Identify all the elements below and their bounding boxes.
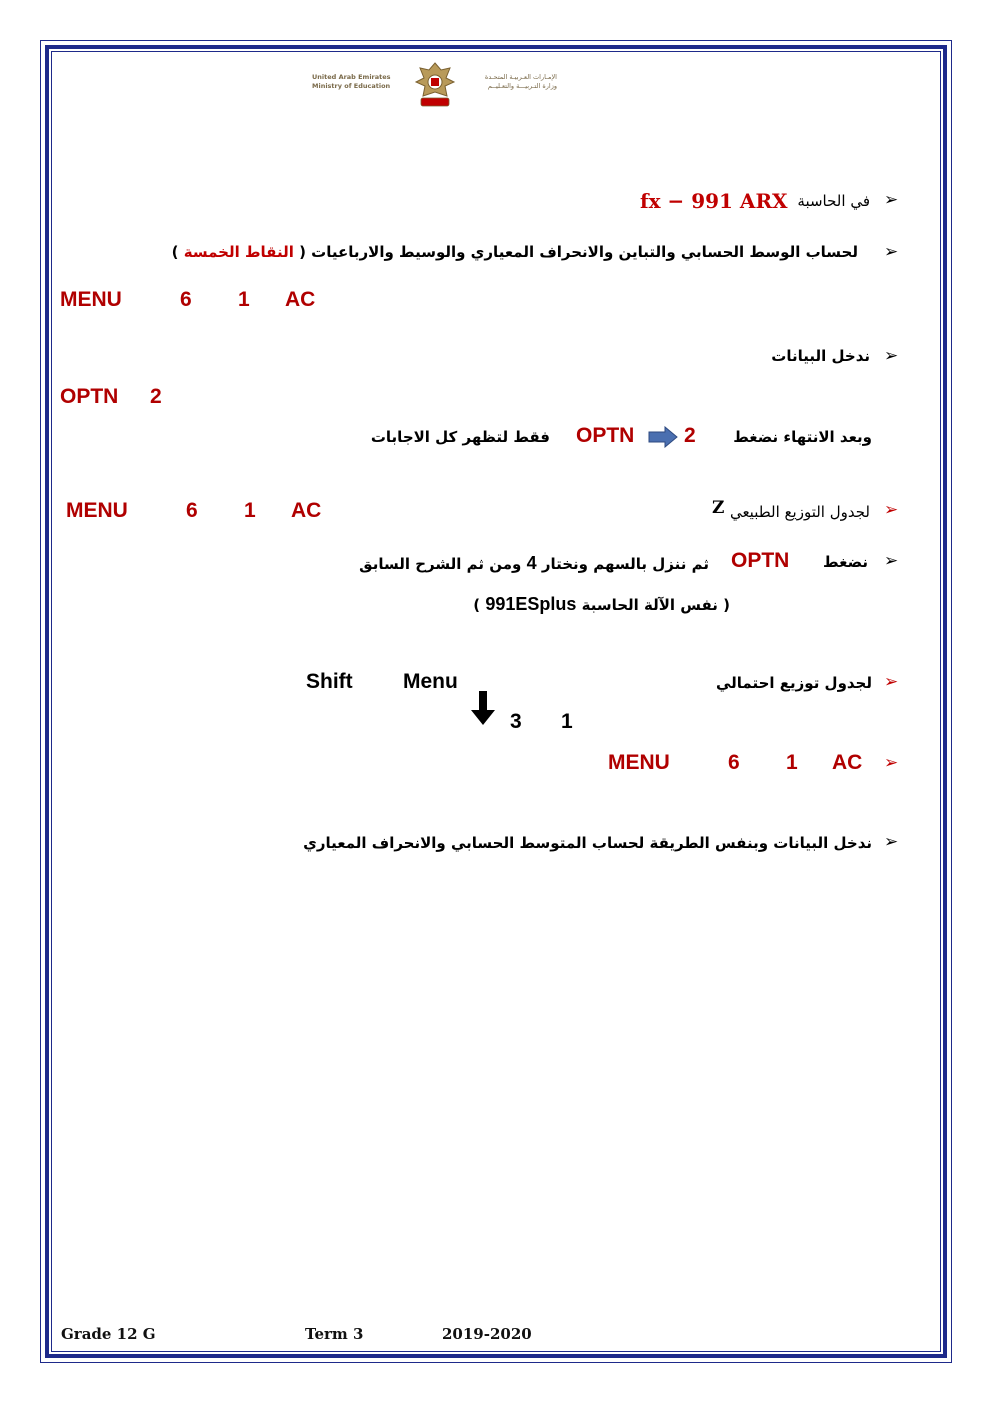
five-points-text: النقاط الخمسة [183,243,294,261]
press-key-optn: OPTN [731,549,790,572]
press-text: نضغط [823,553,868,571]
key-menu-black: Menu [403,670,458,693]
after-end-text: وبعد الانتهاء نضغط [733,428,872,446]
bullet-arrow-icon: ➢ [884,753,899,773]
press-tail-text [359,553,709,574]
bullet-arrow-icon: ➢ [884,190,899,210]
press-tail: ثم ننزل بالسهم ونختار [541,555,709,573]
logo-english [312,73,391,91]
same-calc-close: ) [473,596,481,614]
key-ac: AC [291,499,322,522]
key-menu: MENU [608,751,670,774]
key-6: 6 [180,288,192,311]
key-1-black: 1 [561,710,573,733]
after-key-2: 2 [684,424,696,447]
press-num: 4 [526,553,537,573]
calc-model: fx − 991 ARX [640,189,788,213]
ministry-logo [308,60,563,116]
key-menu: MENU [66,499,128,522]
uae-emblem-icon [412,60,458,112]
enter-same-text: ندخل البيانات وبنفس الطريقة لحساب المتوسط الحسابي والانحراف المعياري [303,834,872,852]
key-optn: OPTN [60,385,119,408]
down-arrow-icon [470,690,496,726]
enter-data-text: ندخل البيانات [771,347,870,365]
footer-grade: Grade 12 G [61,1325,156,1343]
footer-term: Term 3 [305,1325,364,1343]
key-1: 1 [786,751,798,774]
calc-label: في الحاسبة [797,192,870,210]
key-ac: AC [285,288,316,311]
compute-close: ) [171,243,179,261]
key-2: 2 [150,385,162,408]
bullet-arrow-icon: ➢ [884,500,899,520]
key-6: 6 [186,499,198,522]
footer-year: 2019-2020 [442,1325,532,1343]
press-tail2: ومن ثم الشرح السابق [359,555,522,573]
bullet-arrow-icon: ➢ [884,242,899,262]
key-6: 6 [728,751,740,774]
prob-table-text: لجدول توزيع احتمالي [715,674,872,692]
logo-en-line2: Ministry of Education [312,82,391,90]
right-arrow-icon [648,426,678,448]
logo-ar-line1: الإمـارات العـربيـة المتحـدة [484,73,557,81]
key-menu: MENU [60,288,122,311]
same-calc-line [473,594,730,615]
compute-line [172,243,858,261]
key-3: 3 [510,710,522,733]
key-shift: Shift [306,670,353,693]
logo-en-line1: United Arab Emirates [312,73,391,81]
bullet-arrow-icon: ➢ [884,551,899,571]
logo-arabic [485,73,557,91]
logo-ar-line2: وزارة التـربيـــة والتعـليــم [487,82,557,90]
after-tail-text: فقط لتظهر كل الاجابات [370,428,550,446]
bullet-arrow-icon: ➢ [884,832,899,852]
after-key-optn: OPTN [576,424,635,447]
normal-table-text: لجدول التوزيع الطبيعي [729,503,870,521]
key-ac: AC [832,751,863,774]
bullet-arrow-icon: ➢ [884,346,899,366]
same-calc-open: ( نفس الآلة الحاسبة [581,596,730,614]
same-calc-model: 991ESplus [485,594,577,614]
bullet-arrow-icon: ➢ [884,672,899,692]
key-1: 1 [238,288,250,311]
z-symbol: Z [712,498,725,518]
key-1: 1 [244,499,256,522]
compute-text: لحساب الوسط الحسابي والتباين والانحراف المعياري والوسيط والارباعيات ( [299,243,858,261]
